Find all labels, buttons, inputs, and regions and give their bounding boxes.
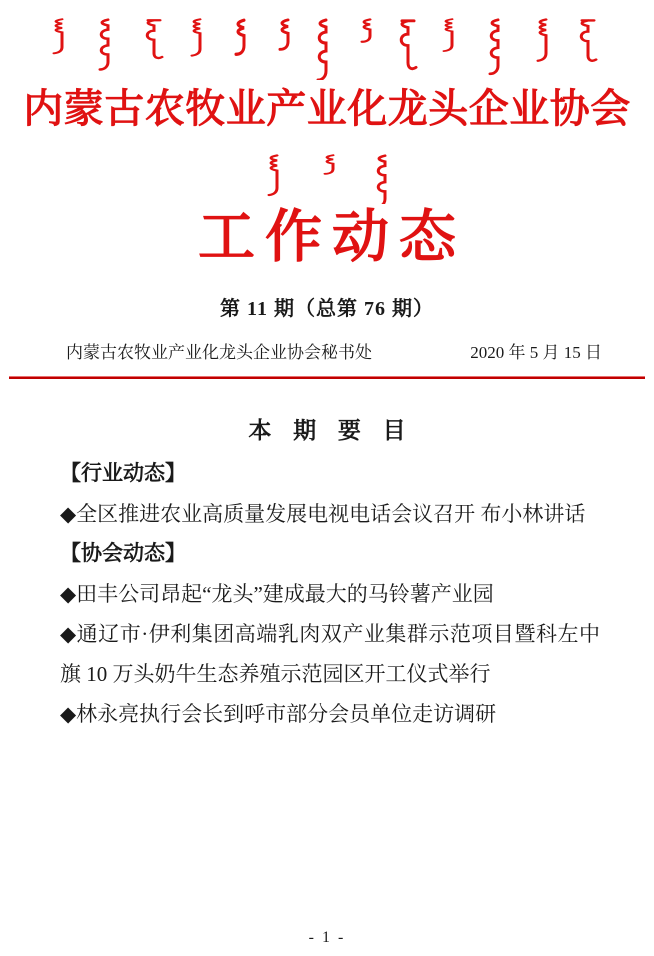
mongolian-script-subtitle-icon <box>212 152 442 204</box>
org-title: 内蒙古农牧业产业化龙头企业协会 <box>23 86 631 131</box>
toc-item: ◆田丰公司昂起“龙头”建成最大的马铃薯产业园 <box>60 581 494 606</box>
toc-list <box>60 454 600 734</box>
red-divider <box>9 376 645 379</box>
publish-date: 2020 年 5 月 15 日 <box>470 342 602 362</box>
bulletin-title: 工作动态 <box>198 206 466 269</box>
issue-number: 第 11 期（总第 76 期） <box>220 297 434 320</box>
page-number: - 1 - <box>308 929 346 946</box>
toc-item: ◆林永亮执行会长到呼市部分会员单位走访调研 <box>60 701 497 726</box>
mongolian-script-banner-icon <box>49 16 605 80</box>
toc-heading: 本 期 要 目 <box>248 417 414 443</box>
publisher-name: 内蒙古农牧业产业化龙头企业协会秘书处 <box>66 342 372 362</box>
toc-item: ◆通辽市·伊利集团高端乳肉双产业集群示范项目暨科左中旗 10 万头奶牛生态养殖示范园区开工仪式举行 <box>60 621 600 686</box>
toc-item: ◆全区推进农业高质量发展电视电话会议召开 布小林讲话 <box>60 501 586 526</box>
publisher-row <box>66 338 602 363</box>
toc-section-label: 【行业动态】 <box>60 461 186 485</box>
toc-section-label: 【协会动态】 <box>60 541 186 565</box>
